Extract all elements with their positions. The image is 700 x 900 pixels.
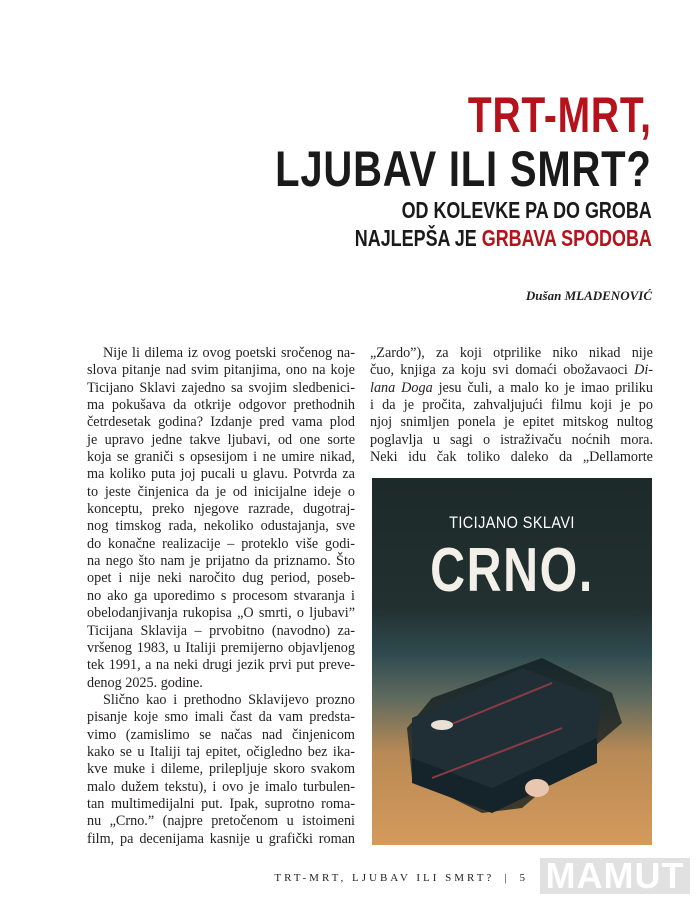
text-segment: je upravo jedne takve ljubavi, od one sorte <box>87 431 355 448</box>
text-segment: to jeste činjenica da je od inicijalne ideje o <box>87 483 355 500</box>
text-segment: film, pa decenijama kasnije u grafički roman <box>87 830 356 847</box>
body-column-left <box>87 345 355 848</box>
text-line <box>87 831 355 848</box>
page-number: 5 <box>519 872 528 884</box>
text-line-content <box>87 623 355 640</box>
text-segment: njoj snimljen ponela je epitet mitskog nultog <box>370 414 653 431</box>
text-line-content <box>370 449 653 466</box>
text-line <box>87 588 355 605</box>
text-segment: ma pokušava da otkrije odgovor prethodnih <box>87 397 355 414</box>
text-line-content <box>87 813 355 830</box>
text-line-content <box>87 449 355 466</box>
text-line-content <box>87 588 355 605</box>
footer-separator: | <box>504 872 510 884</box>
text-line-content <box>87 536 355 553</box>
text-segment: tek 1991, a na neki drugi jezik prvi put preve- <box>87 657 356 674</box>
text-line <box>87 813 355 830</box>
text-line-content <box>370 397 653 414</box>
text-line-content <box>87 761 355 778</box>
italic-text: lana Doga <box>370 379 433 396</box>
text-segment: ma koliko puta joj pucali u glavu. Potvrda za <box>87 466 355 483</box>
text-line-content <box>87 675 203 692</box>
text-line <box>87 536 355 553</box>
text-segment: malo dužem tekstu), i ovo je imalo turbulen- <box>87 778 356 795</box>
text-line-content <box>87 414 355 431</box>
text-line-content <box>87 796 355 813</box>
text-line <box>87 796 355 813</box>
text-line-content <box>370 345 653 362</box>
text-line <box>370 380 653 397</box>
text-line <box>370 362 653 379</box>
suitcase-illustration <box>372 478 652 845</box>
text-line <box>87 605 355 622</box>
text-line-content <box>87 484 355 501</box>
subtitle-line2 <box>355 227 652 250</box>
text-segment: kako se u Italiji taj epitet, očigledno bez ika- <box>87 743 355 760</box>
text-line-content <box>87 831 355 848</box>
text-line-content <box>87 779 355 796</box>
text-line <box>370 397 653 414</box>
text-line-content <box>370 432 653 449</box>
text-segment: obelodanjivanja rukopisa „O smrti, o ljubavi” <box>87 605 356 622</box>
text-segment: tan multimedijalni put. Ipak, suprotno roma- <box>87 795 355 812</box>
subtitle-line2-black: NAJLEPŠA JE <box>354 225 482 251</box>
text-line-content <box>103 345 355 362</box>
text-line-content <box>87 432 355 449</box>
text-segment: jesu čuli, a malo ko je imao priliku <box>432 379 653 396</box>
text-line-content <box>370 380 653 397</box>
text-segment: vršenog 1983, u Italiji premijerno objavljenog <box>87 639 355 656</box>
author-byline: Dušan MLADENOVIĆ <box>525 288 652 303</box>
text-segment: i da je pročita, zahvaljujući filmu koji je po <box>370 397 653 414</box>
watermark-logo: MAMUT <box>540 858 690 894</box>
text-segment: Ticijano Sklavi zajedno sa svojim sledbenici- <box>87 379 355 396</box>
text-line <box>87 362 355 379</box>
book-cover-image <box>372 478 652 845</box>
text-segment: Neki idu čak toliko daleko da „Dellamorte <box>370 449 653 466</box>
protruding-hand <box>525 779 549 797</box>
text-line <box>87 518 355 535</box>
text-line-content <box>87 466 355 483</box>
text-line <box>87 345 355 362</box>
text-line-content <box>370 414 653 431</box>
text-segment: nu „Crno.” (najpre pretočenom u istoimeni <box>87 813 355 830</box>
cover-title: CRNO. <box>430 536 594 605</box>
text-segment: poglavlja u sagi o istraživaču noćnih mora. <box>370 431 653 448</box>
article-title-line2: LJUBAV ILI SMRT? <box>275 141 652 197</box>
text-line <box>87 466 355 483</box>
text-line <box>87 761 355 778</box>
text-segment: vimo (zamislimo se načas nad činjenicom <box>87 726 355 743</box>
text-segment: pisanje koje smo imali čast da vam predsta- <box>87 709 355 726</box>
text-segment: četrdesetak godina? Izdanje pred vama plod <box>87 414 355 431</box>
text-line <box>87 553 355 570</box>
text-line-content <box>87 362 355 379</box>
body-column-right <box>370 345 653 466</box>
text-line <box>87 675 355 692</box>
text-line-content <box>87 397 355 414</box>
text-segment: čuo, knjiga za koju svi domaći obožavaoci <box>370 362 635 379</box>
text-line <box>87 744 355 761</box>
page-footer <box>274 872 528 885</box>
text-segment: koja se graniči s opsesijom i ne umire nikad, <box>87 449 356 466</box>
text-segment: kve muke i dileme, prilepljuje skoro svakom <box>87 761 355 778</box>
text-line-content <box>87 744 355 761</box>
text-line <box>87 727 355 744</box>
text-line <box>87 414 355 431</box>
article-title-line1: TRT-MRT, <box>468 87 652 143</box>
text-line <box>87 449 355 466</box>
italic-text: Di- <box>634 362 654 379</box>
text-line <box>87 692 355 709</box>
text-line-content <box>87 709 355 726</box>
text-segment: no ako ga uporedimo s procesom stvaranja i <box>87 587 355 604</box>
running-title: TRT-MRT, LJUBAV ILI SMRT? <box>274 872 495 884</box>
text-segment: opet i nije neki naročito dug period, poseb- <box>87 570 356 587</box>
text-line <box>87 501 355 518</box>
text-line <box>370 414 653 431</box>
text-line <box>87 397 355 414</box>
text-line <box>87 432 355 449</box>
text-segment: Nije li dilema iz ovog poetski sročenog na- <box>103 345 355 361</box>
text-line <box>87 623 355 640</box>
text-line-content <box>370 362 653 379</box>
text-line <box>87 779 355 796</box>
text-line <box>370 432 653 449</box>
text-line-content <box>87 605 355 622</box>
text-segment: slova pitanje nad svim pitanjima, ono na koje <box>87 362 355 379</box>
text-line <box>370 345 653 362</box>
text-segment: „Zardo”), za koji otprilike niko nikad nije <box>370 345 653 361</box>
text-line <box>87 484 355 501</box>
text-line-content <box>87 553 355 570</box>
text-line-content <box>103 692 355 709</box>
text-segment: konceptu, preko njegove razrade, dugotraj- <box>87 501 355 518</box>
text-line <box>87 380 355 397</box>
text-line-content <box>87 727 355 744</box>
text-line-content <box>87 518 355 535</box>
text-segment: Ticijana Sklavija – prvobitno (navodno) za- <box>87 622 356 639</box>
text-segment: do konačne realizacije – proteklo više godi- <box>87 535 355 552</box>
cover-author: TICIJANO SKLAVI <box>449 513 575 532</box>
subtitle-line2-red: GRBAVA SPODOBA <box>481 225 652 251</box>
text-segment: denog 2025. godine. <box>87 674 203 691</box>
text-line-content <box>87 640 355 657</box>
text-segment: Slično kao i prethodno Sklavijevo prozno <box>103 691 355 708</box>
text-line-content <box>87 380 355 397</box>
suitcase-sticker <box>431 720 453 730</box>
subtitle-line1: OD KOLEVKE PA DO GROBA <box>401 197 652 223</box>
text-line-content <box>87 657 355 674</box>
text-line-content <box>87 570 355 587</box>
text-line <box>87 640 355 657</box>
text-line <box>87 570 355 587</box>
text-segment: na nego što nam je prijatno da priznamo. Što <box>87 553 355 570</box>
text-line <box>87 657 355 674</box>
text-line <box>87 709 355 726</box>
text-line <box>370 449 653 466</box>
text-segment: nog timskog rada, nekoliko odustajanja, sve <box>87 518 356 535</box>
text-line-content <box>87 501 355 518</box>
